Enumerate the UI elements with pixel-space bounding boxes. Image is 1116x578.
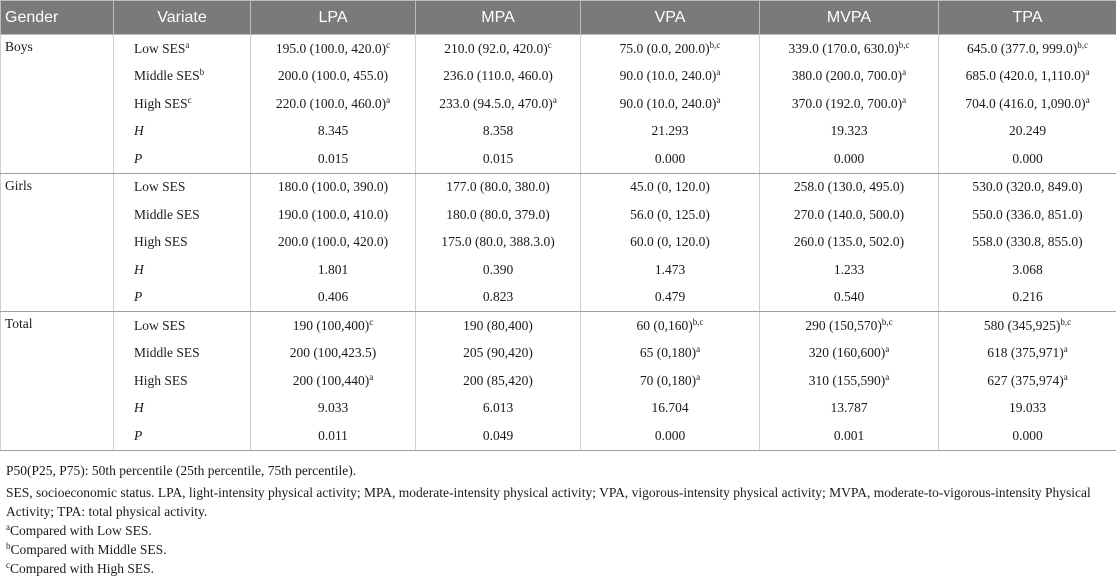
- cell-value: 0.000: [834, 151, 864, 166]
- footnote-c: [6, 559, 1110, 578]
- table-row: [1, 312, 1116, 340]
- tpa-cell: [939, 201, 1116, 229]
- cell-value: 0.406: [318, 289, 348, 304]
- superscript-mark: a: [1085, 67, 1089, 77]
- cell-value: 180.0 (100.0, 390.0): [278, 179, 388, 194]
- mpa-cell: [416, 312, 581, 340]
- cell-value: 0.015: [318, 151, 348, 166]
- superscript-mark: c: [548, 40, 552, 50]
- variate-cell: [114, 256, 251, 284]
- header-mvpa: MVPA: [760, 1, 939, 35]
- cell-value: 8.345: [318, 123, 348, 138]
- footnote-mark: c: [6, 560, 10, 570]
- superscript-mark: a: [902, 67, 906, 77]
- superscript-mark: a: [696, 344, 700, 354]
- vpa-cell: [581, 63, 760, 91]
- footnote-text: Compared with Low SES.: [10, 523, 152, 538]
- gender-cell: [1, 145, 114, 173]
- cell-value: 580 (345,925): [984, 318, 1061, 333]
- footnote-mark: b: [6, 541, 11, 551]
- cell-value: 0.000: [1012, 151, 1042, 166]
- mpa-cell: [416, 229, 581, 257]
- cell-value: 258.0 (130.0, 495.0): [794, 179, 904, 194]
- cell-value: 60.0 (0, 120.0): [630, 234, 710, 249]
- cell-value: 0.000: [1012, 428, 1042, 443]
- variate-cell: [114, 35, 251, 63]
- cell-value: 8.358: [483, 123, 513, 138]
- mvpa-cell: [760, 256, 939, 284]
- variate-label: Low SES: [134, 318, 185, 333]
- superscript-mark: b,c: [710, 40, 721, 50]
- cell-value: 704.0 (416.0, 1,090.0): [965, 96, 1085, 111]
- gender-cell: [1, 256, 114, 284]
- tpa-cell: [939, 284, 1116, 312]
- mpa-cell: [416, 422, 581, 450]
- cell-value: 260.0 (135.0, 502.0): [794, 234, 904, 249]
- cell-value: 190 (80,400): [463, 318, 533, 333]
- lpa-cell: [251, 284, 416, 312]
- superscript-mark: a: [369, 372, 373, 382]
- header-lpa: LPA: [251, 1, 416, 35]
- cell-value: 45.0 (0, 120.0): [630, 179, 710, 194]
- cell-value: 236.0 (110.0, 460.0): [443, 68, 553, 83]
- cell-value: 1.801: [318, 262, 348, 277]
- table-row: [1, 340, 1116, 368]
- lpa-cell: [251, 35, 416, 63]
- gender-cell: [1, 90, 114, 118]
- mpa-cell: [416, 201, 581, 229]
- mvpa-cell: [760, 395, 939, 423]
- cell-value: 685.0 (420.0, 1,110.0): [966, 68, 1086, 83]
- variate-cell: [114, 367, 251, 395]
- variate-label: H: [134, 123, 144, 138]
- variate-label: High SES: [134, 96, 188, 111]
- cell-value: 0.479: [655, 289, 685, 304]
- variate-label: P: [134, 289, 142, 304]
- cell-value: 13.787: [830, 400, 867, 415]
- vpa-cell: [581, 395, 760, 423]
- variate-label: P: [134, 428, 142, 443]
- variate-cell: [114, 90, 251, 118]
- mvpa-cell: [760, 118, 939, 146]
- table-row: [1, 229, 1116, 257]
- superscript-mark: b: [200, 67, 205, 77]
- tpa-cell: [939, 256, 1116, 284]
- gender-cell: Total: [1, 312, 114, 340]
- gender-cell: [1, 118, 114, 146]
- tpa-cell: [939, 35, 1116, 63]
- mpa-cell: [416, 256, 581, 284]
- vpa-cell: [581, 90, 760, 118]
- cell-value: 9.033: [318, 400, 348, 415]
- cell-value: 190.0 (100.0, 410.0): [278, 207, 388, 222]
- gender-cell: [1, 340, 114, 368]
- vpa-cell: [581, 312, 760, 340]
- lpa-cell: [251, 118, 416, 146]
- cell-value: 370.0 (192.0, 700.0): [792, 96, 902, 111]
- table-row: [1, 256, 1116, 284]
- variate-label: P: [134, 151, 142, 166]
- superscript-mark: b,c: [1077, 40, 1088, 50]
- cell-value: 645.0 (377.0, 999.0): [967, 41, 1077, 56]
- cell-value: 175.0 (80.0, 388.3.0): [441, 234, 555, 249]
- cell-value: 220.0 (100.0, 460.0): [276, 96, 386, 111]
- header-vpa: VPA: [581, 1, 760, 35]
- mvpa-cell: [760, 173, 939, 201]
- table-row: [1, 367, 1116, 395]
- tpa-cell: [939, 118, 1116, 146]
- cell-value: 200.0 (100.0, 420.0): [278, 234, 388, 249]
- table-row: [1, 422, 1116, 450]
- mpa-cell: [416, 340, 581, 368]
- cell-value: 1.233: [834, 262, 864, 277]
- table-row: [1, 90, 1116, 118]
- cell-value: 90.0 (10.0, 240.0): [620, 96, 717, 111]
- mpa-cell: [416, 35, 581, 63]
- tpa-cell: [939, 312, 1116, 340]
- cell-value: 0.000: [655, 151, 685, 166]
- mpa-cell: [416, 395, 581, 423]
- cell-value: 19.323: [830, 123, 867, 138]
- variate-cell: [114, 340, 251, 368]
- cell-value: 90.0 (10.0, 240.0): [620, 68, 717, 83]
- cell-value: 70 (0,180): [640, 373, 696, 388]
- cell-value: 200 (85,420): [463, 373, 533, 388]
- superscript-mark: b,c: [899, 40, 910, 50]
- header-mpa: MPA: [416, 1, 581, 35]
- lpa-cell: [251, 256, 416, 284]
- variate-cell: [114, 201, 251, 229]
- mvpa-cell: [760, 284, 939, 312]
- variate-label: Middle SES: [134, 68, 200, 83]
- cell-value: 550.0 (336.0, 851.0): [972, 207, 1082, 222]
- table-row: [1, 145, 1116, 173]
- mpa-cell: [416, 284, 581, 312]
- superscript-mark: a: [1064, 344, 1068, 354]
- table-row: [1, 35, 1116, 63]
- superscript-mark: a: [696, 372, 700, 382]
- cell-value: 310 (155,590): [809, 373, 886, 388]
- cell-value: 0.015: [483, 151, 513, 166]
- table-row: [1, 63, 1116, 91]
- footnote-a: [6, 521, 1110, 540]
- mvpa-cell: [760, 229, 939, 257]
- lpa-cell: [251, 63, 416, 91]
- variate-cell: [114, 118, 251, 146]
- table-row: [1, 284, 1116, 312]
- gender-cell: [1, 201, 114, 229]
- variate-label: Middle SES: [134, 345, 200, 360]
- cell-value: 618 (375,971): [987, 345, 1064, 360]
- cell-value: 205 (90,420): [463, 345, 533, 360]
- vpa-cell: [581, 256, 760, 284]
- cell-value: 200.0 (100.0, 455.0): [278, 68, 388, 83]
- cell-value: 0.011: [318, 428, 348, 443]
- superscript-mark: a: [902, 95, 906, 105]
- mpa-cell: [416, 63, 581, 91]
- mpa-cell: [416, 367, 581, 395]
- cell-value: 180.0 (80.0, 379.0): [446, 207, 550, 222]
- cell-value: 233.0 (94.5.0, 470.0): [439, 96, 553, 111]
- cell-value: 177.0 (80.0, 380.0): [446, 179, 550, 194]
- vpa-cell: [581, 145, 760, 173]
- mvpa-cell: [760, 422, 939, 450]
- variate-label: Low SES: [134, 179, 185, 194]
- superscript-mark: b,c: [882, 317, 893, 327]
- cell-value: 19.033: [1009, 400, 1046, 415]
- cell-value: 56.0 (0, 125.0): [630, 207, 710, 222]
- tpa-cell: [939, 340, 1116, 368]
- vpa-cell: [581, 229, 760, 257]
- vpa-cell: [581, 340, 760, 368]
- variate-cell: [114, 284, 251, 312]
- superscript-mark: a: [185, 40, 189, 50]
- variate-cell: [114, 312, 251, 340]
- cell-value: 627 (375,974): [987, 373, 1064, 388]
- footnote-mark: a: [6, 522, 10, 532]
- tpa-cell: [939, 367, 1116, 395]
- cell-value: 195.0 (100.0, 420.0): [276, 41, 386, 56]
- tpa-cell: [939, 63, 1116, 91]
- superscript-mark: a: [716, 95, 720, 105]
- cell-value: 339.0 (170.0, 630.0): [789, 41, 899, 56]
- lpa-cell: [251, 229, 416, 257]
- mpa-cell: [416, 173, 581, 201]
- gender-cell: [1, 422, 114, 450]
- mvpa-cell: [760, 63, 939, 91]
- mpa-cell: [416, 145, 581, 173]
- lpa-cell: [251, 201, 416, 229]
- cell-value: 20.249: [1009, 123, 1046, 138]
- cell-value: 0.049: [483, 428, 513, 443]
- gender-cell: Boys: [1, 35, 114, 63]
- header-tpa: TPA: [939, 1, 1116, 35]
- table-row: [1, 173, 1116, 201]
- lpa-cell: [251, 340, 416, 368]
- superscript-mark: c: [188, 95, 192, 105]
- cell-value: 0.001: [834, 428, 864, 443]
- header-gender: Gender: [1, 1, 114, 35]
- variate-cell: [114, 63, 251, 91]
- cell-value: 6.013: [483, 400, 513, 415]
- lpa-cell: [251, 367, 416, 395]
- gender-cell: [1, 284, 114, 312]
- mpa-cell: [416, 118, 581, 146]
- footnote-text: Compared with High SES.: [10, 561, 154, 576]
- variate-cell: [114, 229, 251, 257]
- tpa-cell: [939, 90, 1116, 118]
- gender-cell: Girls: [1, 173, 114, 201]
- cell-value: 530.0 (320.0, 849.0): [972, 179, 1082, 194]
- variate-label: Low SES: [134, 41, 185, 56]
- mvpa-cell: [760, 145, 939, 173]
- lpa-cell: [251, 312, 416, 340]
- cell-value: 65 (0,180): [640, 345, 696, 360]
- mpa-cell: [416, 90, 581, 118]
- tpa-cell: [939, 145, 1116, 173]
- cell-value: 320 (160,600): [809, 345, 886, 360]
- lpa-cell: [251, 145, 416, 173]
- variate-cell: [114, 145, 251, 173]
- lpa-cell: [251, 422, 416, 450]
- cell-value: 75.0 (0.0, 200.0): [620, 41, 710, 56]
- note-percentile: P50(P25, P75): 50th percentile (25th percentile, 75th percentile).: [6, 461, 1110, 480]
- vpa-cell: [581, 422, 760, 450]
- header-row: [1, 1, 1116, 35]
- note-abbreviations: SES, socioeconomic status. LPA, light-intensity physical activity; MPA, moderate-intensity physical activity; VPA, vigorous-intensity physical activity; MVPA, moderate-to-vigorous-intensity Physical Activity; TPA: total physical activity.: [6, 483, 1110, 521]
- cell-value: 0.216: [1012, 289, 1042, 304]
- superscript-mark: c: [369, 317, 373, 327]
- cell-value: 0.823: [483, 289, 513, 304]
- superscript-mark: a: [1086, 95, 1090, 105]
- mvpa-cell: [760, 201, 939, 229]
- vpa-cell: [581, 35, 760, 63]
- gender-cell: [1, 395, 114, 423]
- cell-value: 210.0 (92.0, 420.0): [444, 41, 548, 56]
- gender-cell: [1, 367, 114, 395]
- gender-cell: [1, 63, 114, 91]
- mvpa-cell: [760, 367, 939, 395]
- cell-value: 60 (0,160): [637, 318, 693, 333]
- cell-value: 200 (100,423.5): [290, 345, 377, 360]
- cell-value: 270.0 (140.0, 500.0): [794, 207, 904, 222]
- vpa-cell: [581, 173, 760, 201]
- cell-value: 190 (100,400): [293, 318, 370, 333]
- table-row: [1, 201, 1116, 229]
- variate-label: H: [134, 262, 144, 277]
- superscript-mark: b,c: [693, 317, 704, 327]
- vpa-cell: [581, 118, 760, 146]
- cell-value: 0.000: [655, 428, 685, 443]
- superscript-mark: a: [885, 372, 889, 382]
- superscript-mark: a: [716, 67, 720, 77]
- cell-value: 558.0 (330.8, 855.0): [972, 234, 1082, 249]
- cell-value: 200 (100,440): [293, 373, 370, 388]
- gender-cell: [1, 229, 114, 257]
- vpa-cell: [581, 367, 760, 395]
- footnote-b: [6, 540, 1110, 559]
- lpa-cell: [251, 173, 416, 201]
- superscript-mark: b,c: [1060, 317, 1071, 327]
- tpa-cell: [939, 173, 1116, 201]
- cell-value: 16.704: [651, 400, 688, 415]
- superscript-mark: a: [885, 344, 889, 354]
- tpa-cell: [939, 422, 1116, 450]
- variate-cell: [114, 173, 251, 201]
- mvpa-cell: [760, 90, 939, 118]
- variate-label: High SES: [134, 373, 188, 388]
- tpa-cell: [939, 229, 1116, 257]
- superscript-mark: a: [386, 95, 390, 105]
- superscript-mark: a: [553, 95, 557, 105]
- superscript-mark: a: [1064, 372, 1068, 382]
- variate-label: Middle SES: [134, 207, 200, 222]
- cell-value: 0.540: [834, 289, 864, 304]
- lpa-cell: [251, 395, 416, 423]
- mvpa-cell: [760, 340, 939, 368]
- header-variate: Variate: [114, 1, 251, 35]
- vpa-cell: [581, 284, 760, 312]
- mvpa-cell: [760, 35, 939, 63]
- cell-value: 21.293: [651, 123, 688, 138]
- tpa-cell: [939, 395, 1116, 423]
- cell-value: 290 (150,570): [805, 318, 882, 333]
- table-body: [1, 35, 1116, 451]
- vpa-cell: [581, 201, 760, 229]
- cell-value: 1.473: [655, 262, 685, 277]
- variate-cell: [114, 395, 251, 423]
- variate-label: High SES: [134, 234, 188, 249]
- superscript-mark: c: [386, 40, 390, 50]
- footnote-text: Compared with Middle SES.: [11, 542, 167, 557]
- table-notes: [0, 451, 1116, 578]
- cell-value: 0.390: [483, 262, 513, 277]
- variate-label: H: [134, 400, 144, 415]
- mvpa-cell: [760, 312, 939, 340]
- lpa-cell: [251, 90, 416, 118]
- table-row: [1, 395, 1116, 423]
- table-row: [1, 118, 1116, 146]
- variate-cell: [114, 422, 251, 450]
- cell-value: 3.068: [1012, 262, 1042, 277]
- cell-value: 380.0 (200.0, 700.0): [792, 68, 902, 83]
